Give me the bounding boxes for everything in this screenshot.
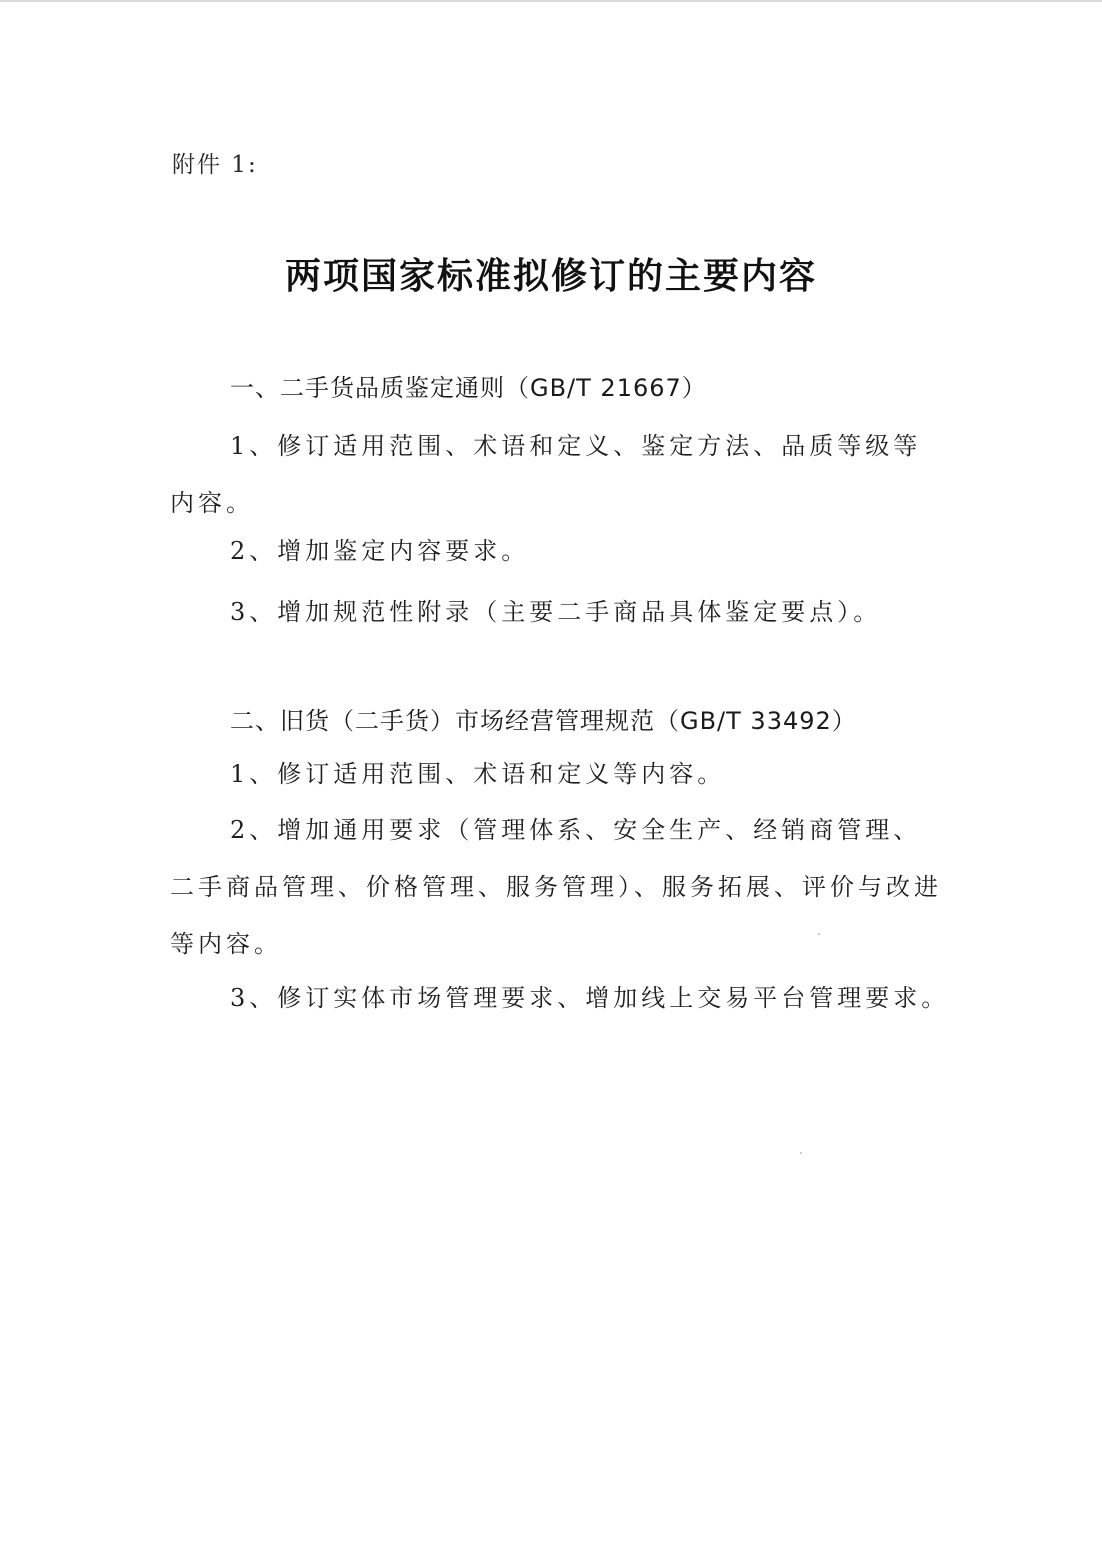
section-heading-2: 二、旧货（二手货）市场经营管理规范（GB/T 33492） [230,707,857,735]
section-1-item-1: 1、修订适用范围、术语和定义、鉴定方法、品质等级等内容。 [170,432,922,517]
section-2-item-2: 2、增加通用要求（管理体系、安全生产、经销商管理、二手商品管理、价格管理、服务管理）、服务拓展、评价与改进等内容。 [170,816,942,958]
section-2-item-3: 3、修订实体市场管理要求、增加线上交易平台管理要求。 [230,984,950,1012]
attachment-label: 附件 1: [172,152,258,178]
scan-speck [800,1152,802,1154]
section-1-item-3: 3、增加规范性附录（主要二手商品具体鉴定要点）。 [230,598,882,626]
page-top-edge [0,0,1102,2]
section-2-item-1: 1、修订适用范围、术语和定义等内容。 [230,760,726,788]
section-1-item-2: 2、增加鉴定内容要求。 [230,537,530,565]
section-heading-1: 一、二手货品质鉴定通则（GB/T 21667） [230,374,707,402]
scan-speck [818,933,820,935]
document-title: 两项国家标准拟修订的主要内容 [284,255,817,297]
